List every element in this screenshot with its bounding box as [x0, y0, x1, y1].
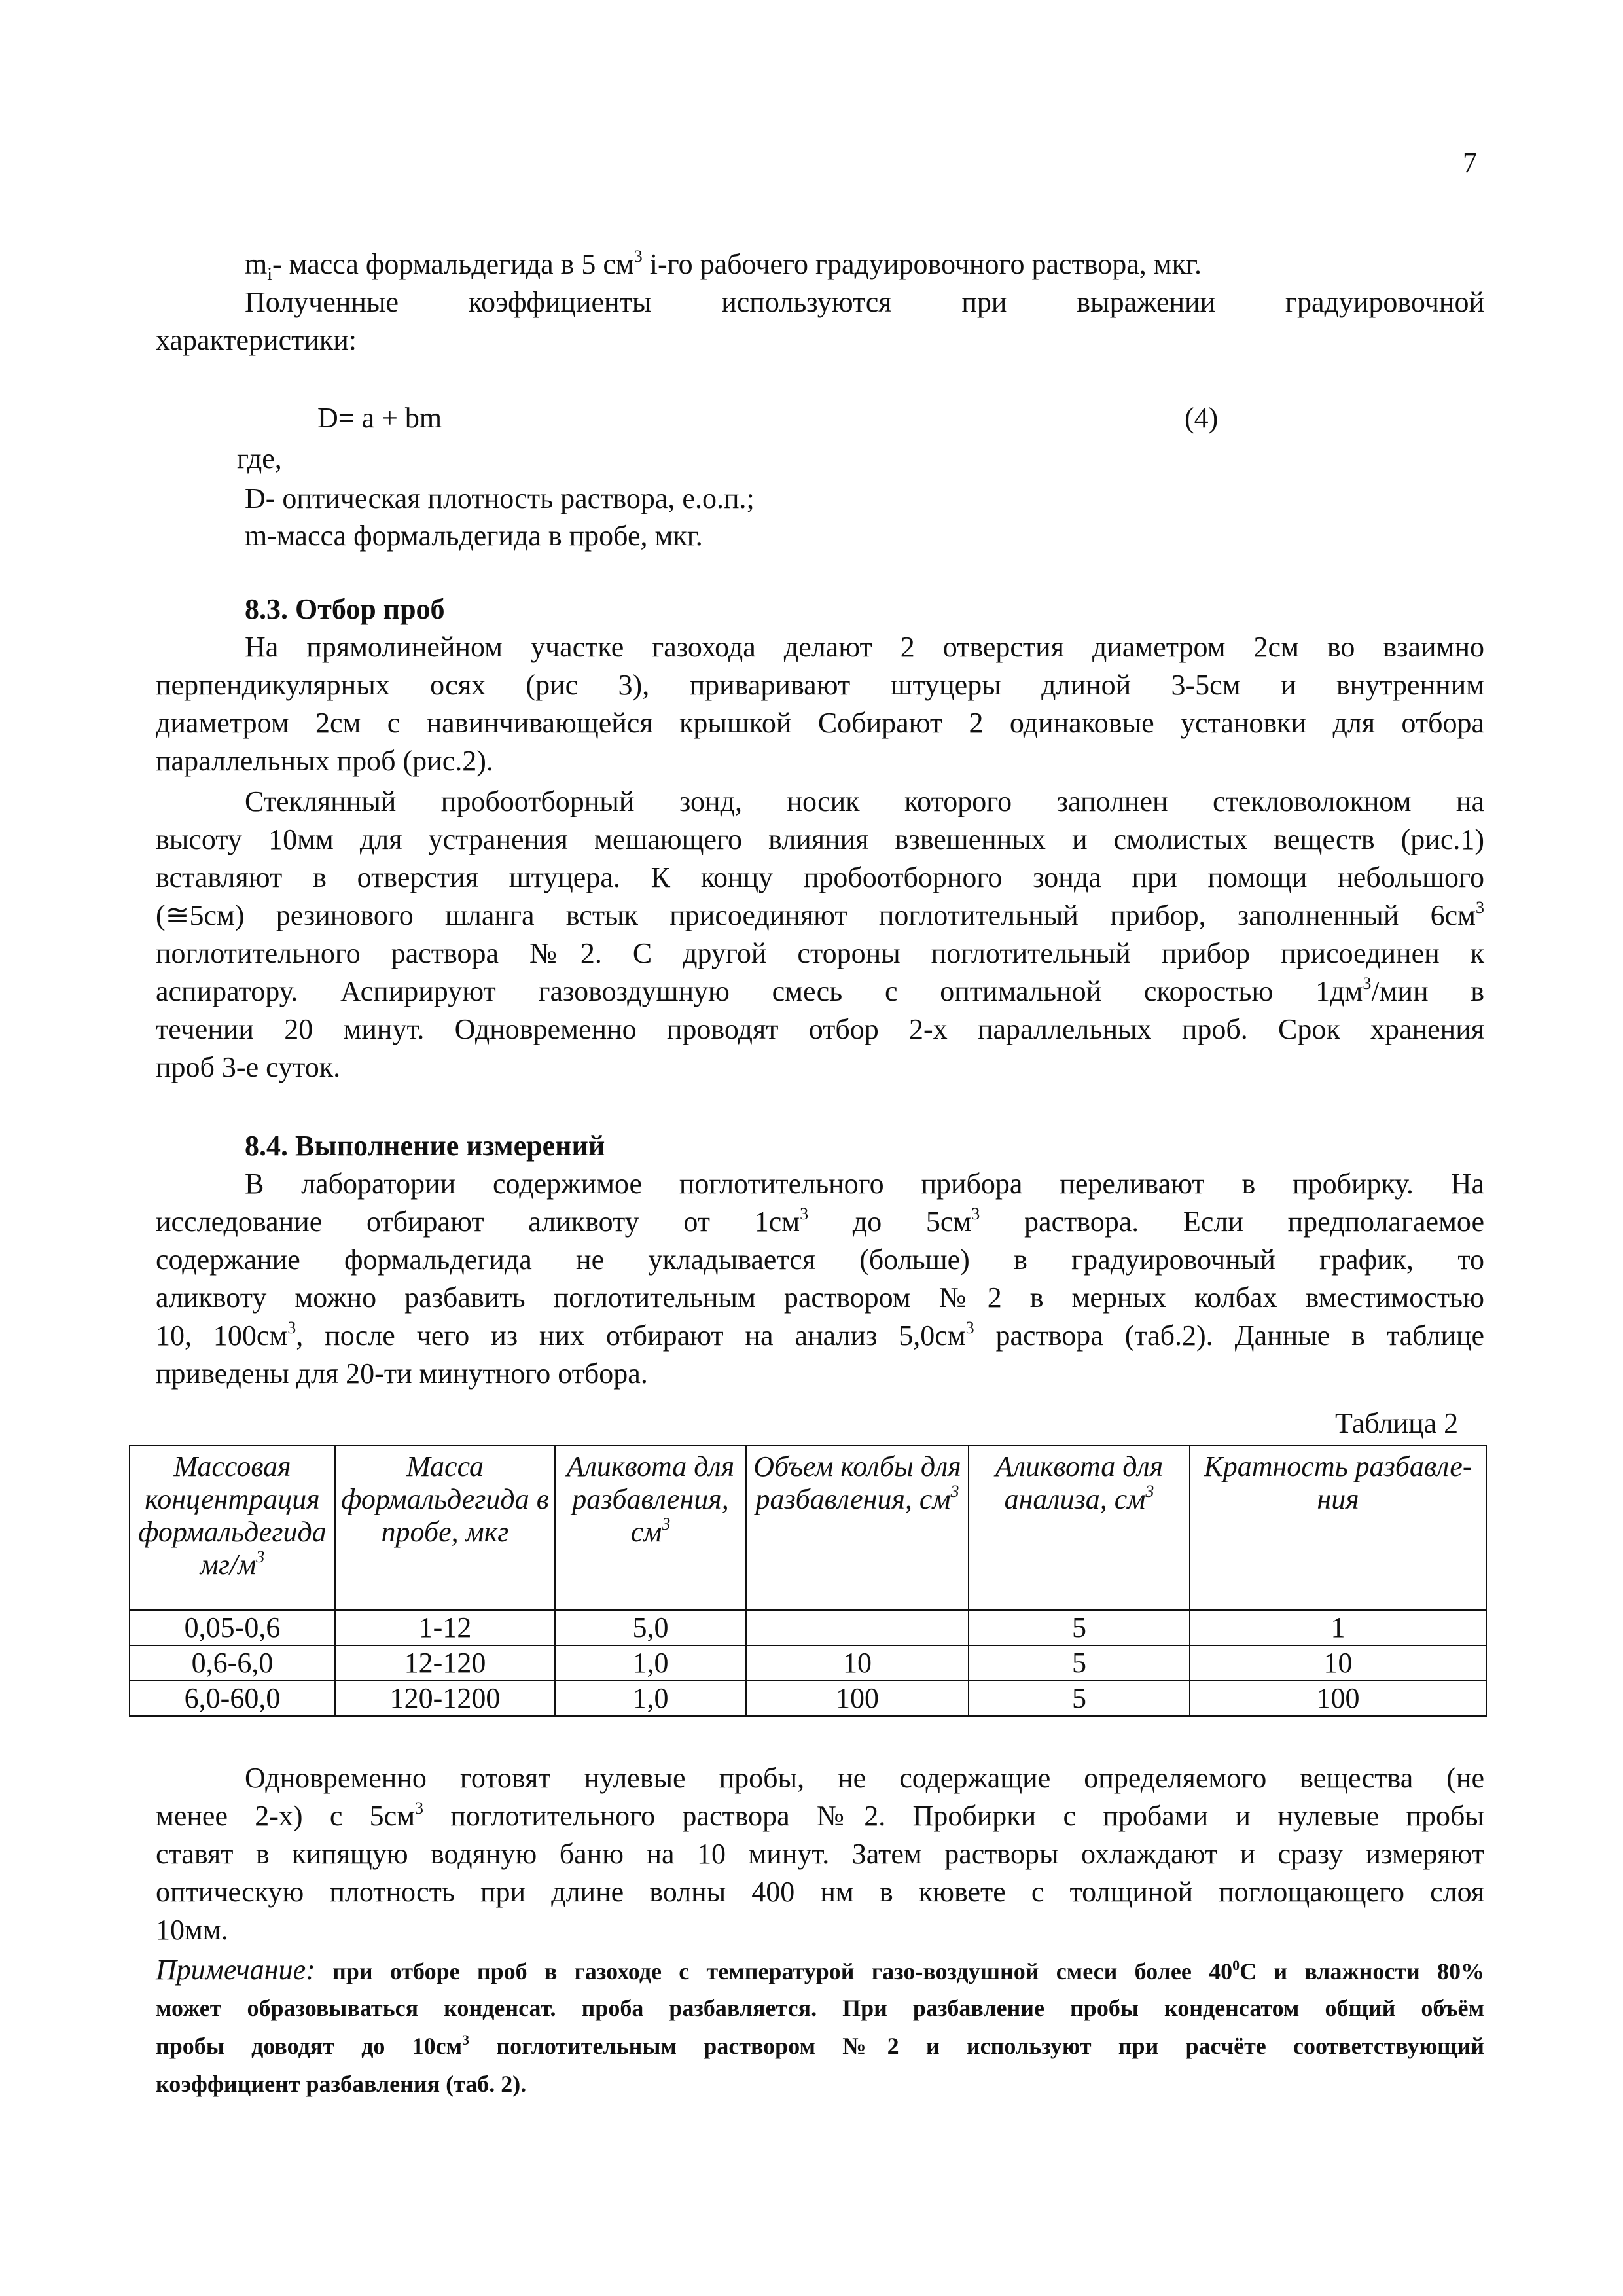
sec84-line5-c: , после чего из них отбирают на анализ 5,0см [296, 1319, 966, 1352]
sec83-p2-line4-sup: 3 [1476, 898, 1484, 917]
where-label: где, [237, 442, 282, 475]
table-cell: 10 [1190, 1645, 1486, 1681]
table-2 [129, 1445, 1487, 1717]
page-number: 7 [1463, 147, 1477, 179]
sec83-p1-line2: перпендикулярных осях (рис 3), приваривают штуцеры длиной 3-5см и внутренним [156, 669, 1484, 701]
header-flask-volume-sup: 3 [950, 1482, 959, 1501]
sec84-line2 [156, 1203, 1484, 1241]
table-cell: 100 [1190, 1681, 1486, 1716]
mi-text: - масса формальдегида в 5 см [272, 248, 634, 280]
section-8-3-title: 8.3. Отбор проб [245, 593, 445, 625]
table-cell: 1,0 [555, 1681, 746, 1716]
sec83-p2-line1: Стеклянный пробоотборный зонд, носик которого заполнен стекловолокном на [245, 785, 1484, 817]
header-aliquot-dilution-text: Аликвота для разбавления, см [566, 1450, 735, 1548]
sec83-p2-line4 [156, 897, 1484, 935]
table-cell: 5 [969, 1681, 1190, 1716]
header-concentration [130, 1446, 335, 1610]
sec83-p2-line7: течении 20 минут. Одновременно проводят отбор 2-х параллельных проб. Срок хранения [156, 1013, 1484, 1045]
header-concentration-sup: 3 [256, 1547, 265, 1566]
sec84-line5 [156, 1317, 1484, 1355]
header-aliquot-analysis-sup: 3 [1145, 1482, 1154, 1501]
sec84-line3: содержание формальдегида не укладывается (больше) в градуировочный график, то [156, 1244, 1484, 1276]
header-concentration-text: Массовая концентрация формальдегида мг/м [138, 1450, 327, 1581]
header-mass [335, 1446, 555, 1610]
mi-symbol: m [245, 248, 268, 280]
sec84-line2-sup1: 3 [800, 1204, 809, 1223]
sec84-line2-c: до 5см [808, 1206, 972, 1238]
sec84-line6: приведены для 20-ти минутного отбора. [156, 1357, 648, 1390]
sec84-line2-sup2: 3 [971, 1204, 980, 1223]
table-cell: 5 [969, 1610, 1190, 1645]
header-dilution-factor [1190, 1446, 1486, 1610]
note-line3-c: поглотительным раствором №2 и используют при расчёте соответствующий [469, 2033, 1484, 2059]
sec83-p1-line1: На прямолинейном участке газохода делают 2 отверстия диаметром 2см во взаимно [245, 631, 1484, 663]
header-aliquot-analysis-text: Аликвота для анализа, см [995, 1450, 1164, 1515]
after-table-line1: Одновременно готовят нулевые пробы, не содержащие определяемого вещества (не [245, 1762, 1484, 1794]
sec84-line5-a: 10, 100см [156, 1319, 288, 1352]
sec83-p2-line6-end: /мин в [1371, 975, 1485, 1007]
header-flask-volume-text: Объем колбы для разбавления, см [753, 1450, 961, 1515]
formula: D= a + bm [317, 402, 442, 434]
table-row [130, 1645, 1486, 1681]
sec84-line5-sup2: 3 [965, 1318, 974, 1337]
table-cell: 1,0 [555, 1645, 746, 1681]
table-header-row [130, 1446, 1486, 1610]
sec83-p2-line6-sup: 3 [1363, 974, 1372, 993]
header-aliquot-dilution-sup: 3 [662, 1515, 671, 1534]
mi-sup: 3 [633, 247, 643, 266]
after-table-line2-c: поглотительного раствора №2. Пробирки с пробами и нулевые пробы [423, 1800, 1484, 1832]
mi-subscript: i [267, 264, 273, 285]
after-table-line3: ставят в кипящую водяную баню на 10 минут. Затем растворы охлаждают и сразу измеряют [156, 1838, 1484, 1870]
after-table-line5: 10мм. [156, 1914, 228, 1946]
after-table-line2-a: менее 2-х) с 5см [156, 1800, 416, 1832]
section-8-4-title: 8.4. Выполнение измерений [245, 1130, 605, 1162]
note-line1 [156, 1954, 1484, 1988]
header-aliquot-analysis [969, 1446, 1190, 1610]
sec84-line5-sup1: 3 [287, 1318, 296, 1337]
note-line3-sup: 3 [462, 2032, 470, 2048]
table-row [130, 1610, 1486, 1645]
sec84-line2-e: раствора. Если предполагаемое [980, 1206, 1484, 1238]
table-cell: 0,6-6,0 [130, 1645, 335, 1681]
header-mass-text: Масса формальдегида в пробе, мкг [341, 1450, 549, 1548]
table-cell: 5,0 [555, 1610, 746, 1645]
note-line1-c: С и влажности 80% [1240, 1958, 1484, 1984]
table-cell: 6,0-60,0 [130, 1681, 335, 1716]
note-line2: может образовываться конденсат. проба разбавляется. При разбавление пробы конденсатом общий объём [156, 1995, 1484, 2021]
header-flask-volume [746, 1446, 969, 1610]
note-line3 [156, 2030, 1484, 2062]
sec83-p2-line6-text: аспиратору. Аспирируют газовоздушную смесь с оптимальной скоростью 1дм [156, 975, 1363, 1007]
sec83-p2-line3: вставляют в отверстия штуцера. К концу пробоотборного зонда при помощи небольшого [156, 861, 1484, 893]
sec84-line4: аликвоту можно разбавить поглотительным раствором №2 в мерных колбах вместимостью [156, 1282, 1484, 1314]
sec84-line1: В лаборатории содержимое поглотительного прибора переливают в пробирку. На [245, 1168, 1484, 1200]
table-cell: 1 [1190, 1610, 1486, 1645]
table-cell: 100 [746, 1681, 969, 1716]
note-line1-a: при отборе проб в газоходе с температурой газо-воздушной смеси более 40 [315, 1958, 1233, 1984]
note-label: Примечание: [156, 1954, 315, 1986]
definition-d: D- оптическая плотность раствора, е.о.п.; [245, 482, 755, 514]
definition-m: m-масса формальдегида в пробе, мкг. [245, 520, 703, 552]
sec83-p2-line6 [156, 973, 1484, 1011]
note-degree-sup: 0 [1232, 1957, 1240, 1973]
formula-number: (4) [1185, 402, 1219, 434]
mi-text-end: i-го рабочего градуировочного раствора, мкг. [642, 248, 1202, 280]
coeffs-paragraph-line2: характеристики: [156, 324, 357, 356]
note-line3-a: пробы доводят до 10см [156, 2033, 463, 2059]
coeffs-paragraph-line1: Полученные коэффициенты используются при выражении градуировочной [245, 286, 1484, 318]
after-table-line4: оптическую плотность при длине волны 400 нм в кювете с толщиной поглощающего слоя [156, 1876, 1484, 1908]
table-cell: 5 [969, 1645, 1190, 1681]
sec83-p2-line2: высоту 10мм для устранения мешающего влияния взвешенных и смолистых веществ (рис.1) [156, 823, 1484, 855]
sec83-p2-line8: проб 3-е суток. [156, 1051, 341, 1083]
note-line4: коэффициент разбавления (таб. 2). [156, 2071, 527, 2097]
table-cell: 1-12 [335, 1610, 555, 1645]
header-aliquot-dilution [555, 1446, 746, 1610]
sec83-p1-line3: диаметром 2см с навинчивающейся крышкой Собирают 2 одинаковые установки для отбора [156, 707, 1484, 739]
table-cell: 10 [746, 1645, 969, 1681]
table-cell [746, 1610, 969, 1645]
sec83-p2-line4-text: (≅5см) резинового шланга встык присоединяют поглотительный прибор, заполненный 6см [156, 899, 1476, 931]
table-caption: Таблица 2 [1335, 1407, 1459, 1439]
after-table-line2-sup: 3 [415, 1799, 424, 1818]
table-cell: 0,05-0,6 [130, 1610, 335, 1645]
sec83-p2-line5: поглотительного раствора №2. С другой стороны поглотительный прибор присоединен к [156, 937, 1484, 969]
table-cell: 12-120 [335, 1645, 555, 1681]
table-row [130, 1681, 1486, 1716]
sec83-p1-line4: параллельных проб (рис.2). [156, 745, 493, 777]
sec84-line2-a: исследование отбирают аликвоту от 1см [156, 1206, 800, 1238]
sec84-line5-e: раствора (таб.2). Данные в таблице [974, 1319, 1485, 1352]
after-table-line2 [156, 1797, 1484, 1835]
table-cell: 120-1200 [335, 1681, 555, 1716]
header-dilution-factor-text: Кратность разбавле-ния [1204, 1450, 1472, 1515]
